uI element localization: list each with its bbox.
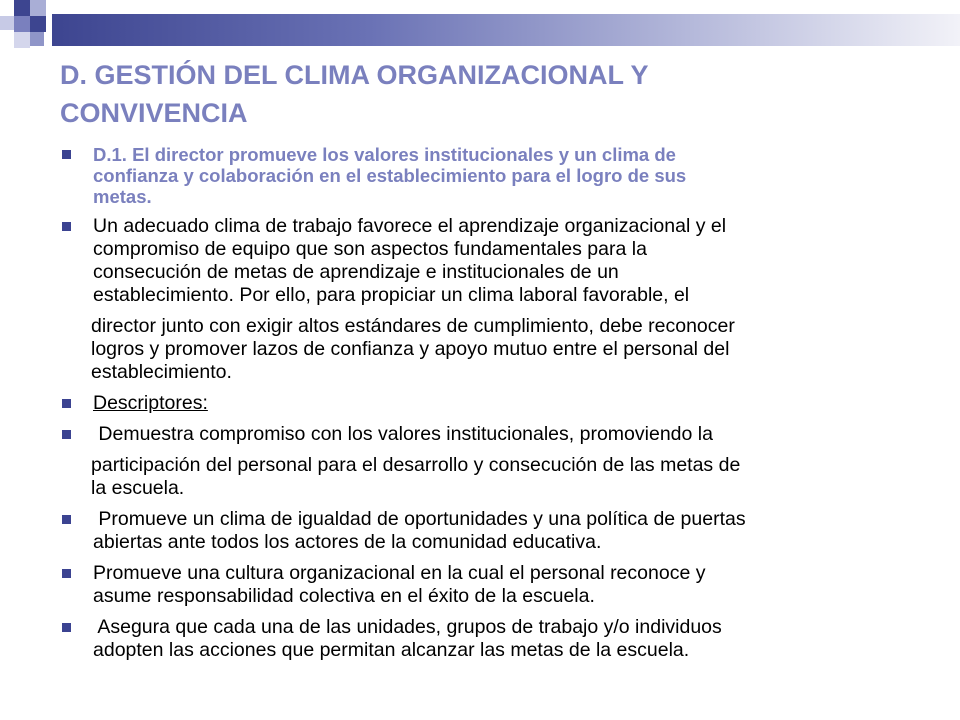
slide-title <box>60 56 920 132</box>
title-line-1: D. GESTIÓN DEL CLIMA ORGANIZACIONAL Y <box>60 60 649 90</box>
deco-square <box>30 16 46 32</box>
list-item-heading <box>58 144 918 207</box>
bullet-icon <box>62 623 71 632</box>
list-item <box>58 215 918 307</box>
list-item-descriptores <box>58 392 918 415</box>
line: D.1. El director promueve los valores institucionales y un clima de <box>93 144 676 165</box>
line: consecución de metas de aprendizaje e institucionales de un <box>93 261 619 283</box>
line: Asegura que cada una de las unidades, grupos de trabajo y/o individuos <box>93 616 722 638</box>
deco-square <box>14 16 30 32</box>
line: adopten las acciones que permitan alcanzar las metas de la escuela. <box>93 639 690 661</box>
bullet-icon <box>62 399 71 408</box>
list-item-continuation <box>58 315 918 384</box>
line: asume responsabilidad colectiva en el éxito de la escuela. <box>93 585 595 607</box>
line: participación del personal para el desarrollo y consecución de las metas de <box>91 454 741 476</box>
line: abiertas ante todos los actores de la comunidad educativa. <box>93 531 602 553</box>
line: la escuela. <box>91 477 185 499</box>
slide-body <box>58 144 918 662</box>
line: metas. <box>93 186 152 207</box>
bullet-icon <box>62 569 71 578</box>
line <box>93 392 918 415</box>
descriptores-label: Descriptores: <box>93 392 208 414</box>
line: Demuestra compromiso con los valores institucionales, promoviendo la <box>93 423 713 445</box>
deco-square <box>30 32 44 46</box>
line: establecimiento. Por ello, para propiciar un clima laboral favorable, el <box>93 284 690 306</box>
header-gradient-bar <box>52 14 960 46</box>
list-item <box>58 616 918 662</box>
list-item-continuation <box>58 454 918 500</box>
deco-square <box>0 16 14 30</box>
line: Promueve una cultura organizacional en la cual el personal reconoce y <box>93 562 706 584</box>
line: logros y promover lazos de confianza y apoyo mutuo entre el personal del <box>91 338 730 360</box>
line: confianza y colaboración en el establecimiento para el logro de sus <box>93 165 687 186</box>
bullet-icon <box>62 430 71 439</box>
list-item <box>58 508 918 554</box>
line: Promueve un clima de igualdad de oportunidades y una política de puertas <box>93 508 746 530</box>
line: establecimiento. <box>91 361 232 383</box>
line: director junto con exigir altos estándares de cumplimiento, debe reconocer <box>91 315 735 337</box>
line: Un adecuado clima de trabajo favorece el aprendizaje organizacional y el <box>93 215 727 237</box>
list-item <box>58 423 918 446</box>
deco-square <box>14 0 30 16</box>
bullet-icon <box>62 222 71 231</box>
title-line-2: CONVIVENCIA <box>60 98 248 128</box>
bullet-icon <box>62 515 71 524</box>
bullet-icon <box>62 150 71 159</box>
deco-square <box>30 0 46 16</box>
line: compromiso de equipo que son aspectos fundamentales para la <box>93 238 647 260</box>
list-item <box>58 562 918 608</box>
deco-square <box>14 32 30 48</box>
